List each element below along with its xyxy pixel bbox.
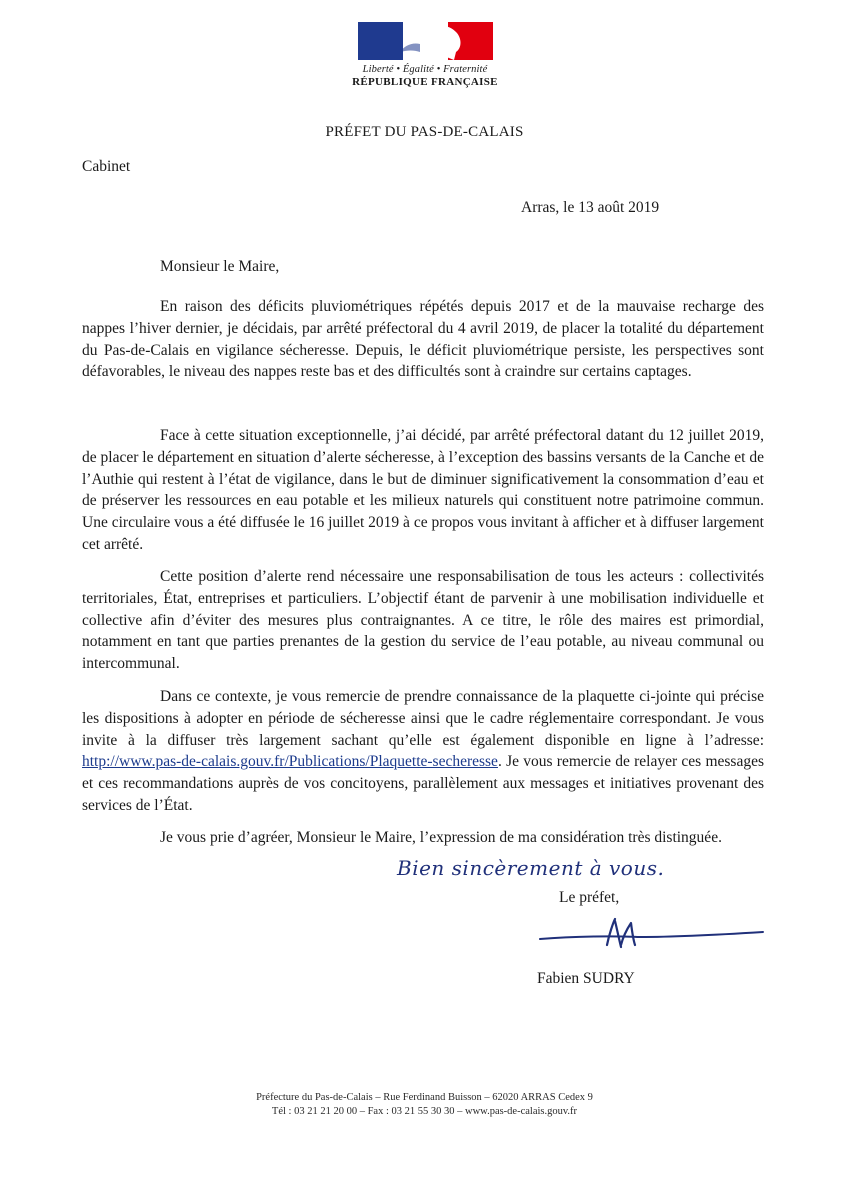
footer-address: Préfecture du Pas-de-Calais – Rue Ferdinand Buisson – 62020 ARRAS Cedex 9 <box>256 1092 593 1103</box>
paragraph-4-text-after-link: . Je vous remercie de relayer ces messages et ces recommandations auprès de vos concitoyens, parallèlement aux messages et initiatives provenant des services de l’État. <box>82 753 764 814</box>
brochure-link[interactable]: http://www.pas-de-calais.gouv.fr/Publications/Plaquette-secheresse <box>82 753 498 771</box>
footer-contact: Tél : 03 21 21 20 00 – Fax : 03 21 55 30 30 – www.pas-de-calais.gouv.fr <box>271 1106 578 1117</box>
letter-paragraph-1: En raison des déficits pluviométriques répétés depuis 2017 et de la mauvaise recharge des nappes l’hiver dernier, je décidais, par arrêté préfectoral du 4 avril 2019, de placer la totalité du département du Pas-de-Calais en vigilance sécheresse. Depuis, le déficit pluviométrique persiste, les perspectives sont défavorables, le niveau des nappes reste bas et des difficultés sont à craindre sur certains captages. <box>82 298 764 381</box>
letter-paragraph-2: Face à cette situation exceptionnelle, j’ai décidé, par arrêté préfectoral datant du 12 juillet 2019, de placer le département en situation d’alerte sécheresse, à l’exception des bassins versants de la Canche et de l’Authie qui restent à l’état de vigilance, dans le but de diminuer significativement la consommation d’eau et de préserver les ressources en eau potable et les milieux naturels qui constituent notre patrimoine commun. Une circulaire vous a été diffusée le 16 juillet 2019 à ce propos vous invitant à afficher et à diffuser largement cet arrêté. <box>82 427 764 553</box>
letter-dateline: Arras, le 13 août 2019 <box>521 199 660 216</box>
paragraph-4-text-before-link: Dans ce contexte, je vous remercie de prendre connaissance de la plaquette ci-jointe qui précise les dispositions à adopter en période de sécheresse ainsi que le cadre réglementaire correspondant. Je vous invite à la diffuser très largement sachant qu’elle est également disponible en ligne à l’adresse: <box>82 688 764 749</box>
letter-salutation: Monsieur le Maire, <box>160 258 280 275</box>
republic-motto: Liberté • Égalité • Fraternité <box>362 64 488 75</box>
letter-paragraph-3: Cette position d’alerte rend nécessaire une responsabilisation de tous les acteurs : collectivités territoriales, État, entreprises et particuliers. L’objectif étant de parvenir à une mobilisation individuelle et collective afin d’éviter des mesures plus contraignantes. A ce titre, le rôle des maires est primordial, notamment en tant que parties prenantes de la gestion du service de l’eau potable, au niveau communal ou intercommunal. <box>82 568 764 673</box>
letter-closing: Je vous prie d’agréer, Monsieur le Maire, l’expression de ma considération très distinguée. <box>160 829 722 846</box>
letter-paragraph-4 <box>82 686 764 817</box>
republic-name: RÉPUBLIQUE FRANÇAISE <box>352 76 498 88</box>
issuer-title: PRÉFET DU PAS-DE-CALAIS <box>325 124 524 140</box>
letter-footer <box>0 1091 849 1119</box>
service-label: Cabinet <box>82 158 131 175</box>
handwritten-note: Bien sincèrement à vous. <box>397 856 665 880</box>
marianne-logo-icon <box>358 22 493 60</box>
signature-icon <box>535 915 770 960</box>
signer-name: Fabien SUDRY <box>537 970 635 987</box>
marianne-logo <box>350 22 500 88</box>
signer-title: Le préfet, <box>559 889 620 906</box>
